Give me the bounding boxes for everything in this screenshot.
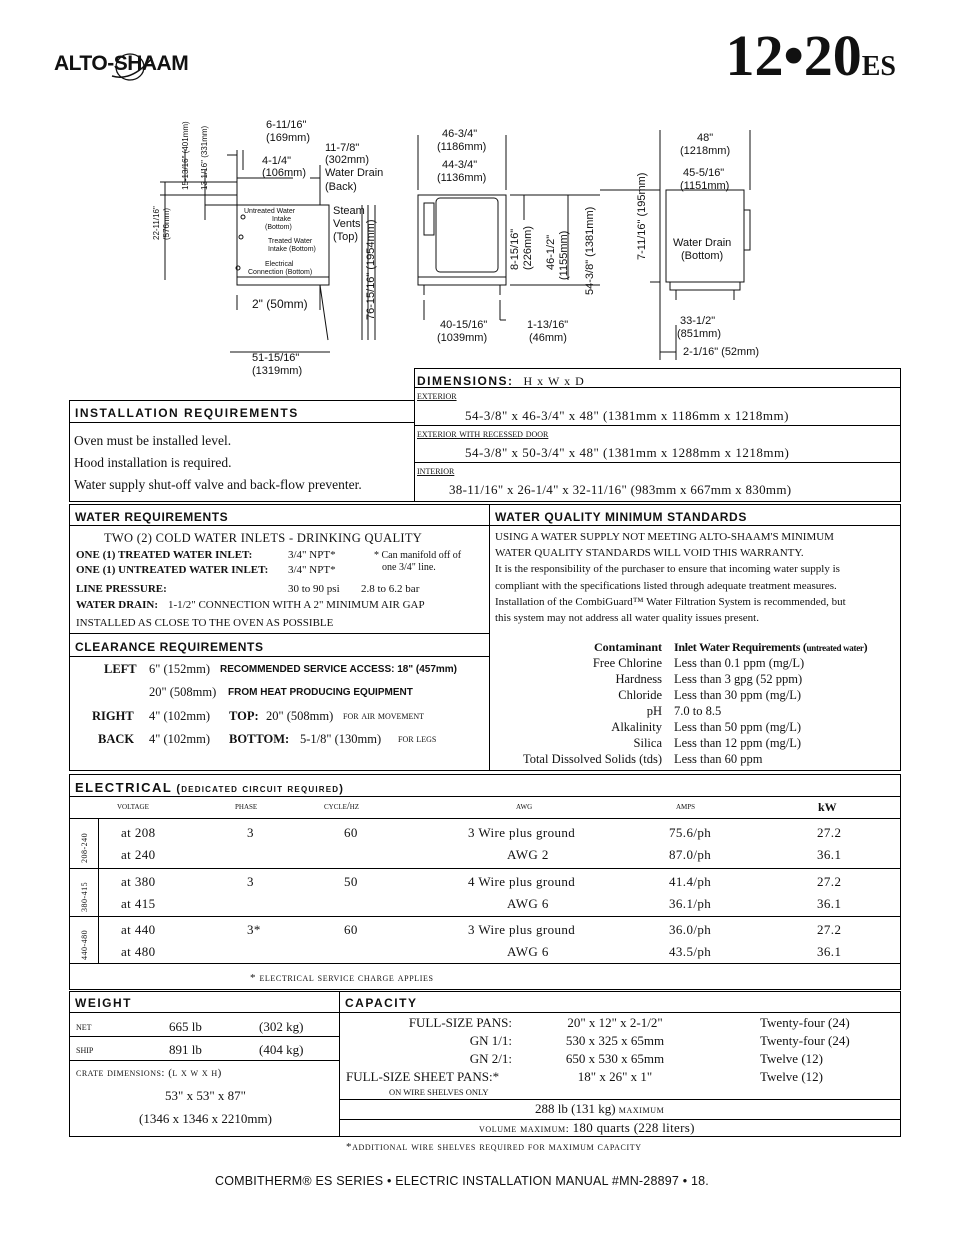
side-v1: 15-13/16" (401mm) [181, 121, 190, 190]
back-b1m: (851mm) [677, 328, 722, 340]
crate-in: 53" x 53" x 87" [165, 1088, 246, 1103]
elec-footnote: * electrical service charge applies [250, 972, 434, 984]
wq-col-req-close: ) [863, 640, 868, 654]
side-d1m: (169mm) [266, 132, 311, 144]
elec-cell-kw: 36.1 [817, 896, 842, 911]
wq-line-0: USING A WATER SUPPLY NOT MEETING ALTO-SHAAM'S MINIMUM [495, 531, 834, 543]
elec-cell-v: at 208 [121, 825, 156, 840]
brand-logo [52, 46, 222, 86]
front-w2: 44-3/4" [442, 159, 478, 171]
max-weight: 288 lb (131 kg) [535, 1101, 616, 1116]
back-w2m: (1151mm) [680, 180, 730, 192]
wq-row-req: Less than 3 gpg (52 ppm) [674, 672, 803, 686]
elec-cell-amps: 43.5/ph [669, 944, 712, 959]
wq-row-name: Silica [633, 736, 662, 750]
elec-cell-amps: 75.6/ph [669, 825, 712, 840]
front-b2m: (46mm) [529, 332, 567, 344]
treated-label: ONE (1) TREATED WATER INLET: [76, 549, 253, 561]
front-h1: 8-15/16" [509, 228, 521, 270]
side-d3m: (302mm) [325, 154, 370, 166]
side-v3m: (576mm) [162, 207, 171, 240]
elec-voltage-tag: 380-415 [80, 881, 89, 912]
max-label: maximum [618, 1104, 665, 1116]
elec-cell-kw: 36.1 [817, 944, 842, 959]
page-footer: COMBITHERM® ES SERIES • ELECTRIC INSTALLATION MANUAL #MN-28897 • 18. [215, 1174, 709, 1188]
elec-cell-awg: 3 Wire plus ground [468, 922, 576, 937]
dim-row-0-value: 54-3/8" x 46-3/4" x 48" (1381mm x 1186mm x 1218mm) [465, 408, 789, 423]
elec-cell-amps: 36.1/ph [669, 896, 712, 911]
front-h3: 54-3/8" (1381mm) [584, 206, 596, 295]
wq-row-name: Chloride [618, 688, 662, 702]
crate-mm: (1346 x 1346 x 2210mm) [139, 1111, 272, 1126]
front-b2: 1-13/16" [527, 319, 569, 331]
elec-cell-ph: 3 [247, 825, 254, 840]
wq-row-req: Less than 60 ppm [674, 752, 763, 766]
dim-row-2-value: 38-11/16" x 26-1/4" x 32-11/16" (983mm x 667mm x 830mm) [449, 482, 792, 497]
elec-cell-kw: 27.2 [817, 922, 842, 937]
drain-label: WATER DRAIN: [76, 599, 158, 611]
elec-group-divider [70, 916, 900, 917]
side-d3t: Water Drain [325, 167, 384, 179]
cap-row-size: 18" x 26" x 1" [577, 1069, 653, 1084]
left-note: RECOMMENDED SERVICE ACCESS: 18" (457mm) [220, 664, 458, 675]
elec-h-awg: awg [516, 801, 533, 812]
elec-tag-divider [98, 819, 99, 868]
model-title [725, 22, 896, 89]
electrical-title: ELECTRICAL [75, 780, 173, 795]
elec-cell-hz: 60 [344, 922, 358, 937]
install-line-2: Water supply shut-off valve and back-flow preventer. [74, 477, 362, 492]
side-two: 2" (50mm) [252, 297, 308, 311]
net-label: net [76, 1021, 92, 1033]
max-weight-line [535, 1101, 664, 1117]
wq-row-req: Less than 12 ppm (mg/L) [674, 736, 802, 750]
elec-h-phase: phase [235, 801, 258, 812]
side-d2: 4-1/4" [262, 155, 291, 167]
right-label: RIGHT [92, 709, 134, 723]
wire-note: ON WIRE SHELVES ONLY [389, 1087, 489, 1097]
back-label: BACK [98, 732, 135, 746]
electrical-box [69, 774, 901, 990]
elec-cell-ph: 3* [247, 922, 261, 937]
weight-title: WEIGHT [75, 996, 132, 1010]
install-line-1: Hood installation is required. [74, 455, 232, 470]
dim-row-0-label: exterior [417, 390, 457, 402]
wq-col-contaminant: Contaminant [593, 640, 662, 654]
water-req-title: WATER REQUIREMENTS [75, 510, 229, 524]
side-steam: Steam [333, 205, 365, 217]
side-v2: 13-1/16" (331mm) [200, 125, 209, 190]
elec-voltage-tag: 208-240 [80, 832, 89, 863]
treated-val: 3/4" NPT* [288, 549, 336, 561]
water-clearance-box [69, 504, 901, 771]
elec-h-kw: kW [818, 800, 837, 814]
dimensions-box [414, 368, 901, 502]
left2-val: 20" (508mm) [149, 685, 217, 699]
vol-label: volume maximum: [479, 1123, 570, 1135]
left2-note: FROM HEAT PRODUCING EQUIPMENT [228, 687, 413, 698]
ship-kg: (404 kg) [259, 1042, 304, 1057]
wq-row-name: Total Dissolved Solids (tds) [522, 752, 662, 766]
bottom-note: for legs [398, 733, 437, 745]
model-suffix: ES [861, 51, 896, 82]
elec-h-voltage: voltage [117, 801, 149, 812]
side-intake: Intake [272, 216, 292, 223]
elec-cell-v: at 480 [121, 944, 156, 959]
side-deepm: (1319mm) [252, 365, 303, 377]
untreated-label: ONE (1) UNTREATED WATER INLET: [76, 564, 269, 576]
installation-title: INSTALLATION REQUIREMENTS [75, 406, 299, 420]
back-w1: 48" [697, 132, 714, 144]
side-d3: 11-7/8" [325, 142, 360, 154]
cap-row-qty: Twenty-four (24) [760, 1015, 850, 1030]
side-v3: 22-11/16" [152, 206, 161, 240]
front-b1: 40-15/16" [440, 319, 488, 331]
side-d2m: (106mm) [262, 167, 307, 179]
back-w1m: (1218mm) [680, 145, 731, 157]
wq-line-1: WATER QUALITY STANDARDS WILL VOID THIS WARRANTY. [495, 547, 804, 559]
cap-row-label: FULL-SIZE SHEET PANS:* [346, 1069, 500, 1084]
top-note: for air movement [343, 710, 425, 722]
front-b1m: (1039mm) [437, 332, 488, 344]
back-val: 4" (102mm) [149, 732, 210, 746]
right-val: 4" (102mm) [149, 709, 210, 723]
top-val: 20" (508mm) [266, 709, 334, 723]
electrical-sub: (dedicated circuit required) [176, 783, 345, 795]
drain-line2: INSTALLED AS CLOSE TO THE OVEN AS POSSIBLE [76, 617, 334, 629]
elec-cell-hz: 60 [344, 825, 358, 840]
manifold-note-2: one 3/4" line. [382, 562, 436, 573]
elec-h-amps: amps [676, 801, 696, 812]
dimensions-hwd: H x W x D [523, 374, 585, 388]
elec-cell-awg: AWG 2 [507, 847, 549, 862]
elec-cell-v: at 240 [121, 847, 156, 862]
dim-row-2-label: interior [417, 465, 455, 477]
elec-cell-awg: AWG 6 [507, 896, 549, 911]
pressure-label: LINE PRESSURE: [76, 583, 167, 595]
elec-voltage-tag: 440-480 [80, 929, 89, 960]
ship-lb: 891 lb [169, 1042, 202, 1057]
logo-text: ALTO-SHAAM [54, 52, 189, 75]
front-w1m: (1186mm) [437, 141, 487, 153]
wq-line-4: Installation of the CombiGuard™ Water Filtration System is recommended, but [495, 596, 846, 608]
water-quality-title: WATER QUALITY MINIMUM STANDARDS [495, 510, 747, 524]
left-val: 6" (152mm) [149, 662, 210, 676]
side-vents: Vents [333, 218, 361, 230]
net-lb: 665 lb [169, 1019, 202, 1034]
pressure-psi: 30 to 90 psi [288, 583, 340, 595]
weight-box [69, 991, 340, 1137]
wq-line-5: this system may not address all water quality issues present. [495, 612, 759, 624]
top-label: TOP: [229, 709, 259, 723]
elec-cell-kw: 27.2 [817, 825, 842, 840]
net-kg: (302 kg) [259, 1019, 304, 1034]
back-w2: 45-5/16" [683, 167, 725, 179]
side-elec: Electrical [265, 261, 294, 268]
front-w2m: (1136mm) [437, 172, 487, 184]
wq-row-name: pH [646, 704, 662, 718]
side-untreated: Untreated Water [244, 208, 296, 215]
install-line-0: Oven must be installed level. [74, 433, 232, 448]
side-tall: 76-15/16" (1954mm) [365, 219, 377, 320]
side-elec2: Connection (Bottom) [248, 269, 313, 276]
wq-col-req-sub: untreated water [806, 643, 864, 653]
installation-box [69, 400, 415, 502]
side-deep: 51-15/16" [252, 352, 300, 364]
back-b1: 33-1/2" [680, 315, 716, 327]
dim-row-1-value: 54-3/8" x 50-3/4" x 48" (1381mm x 1288mm x 1218mm) [465, 445, 790, 460]
dimension-diagrams [0, 110, 954, 380]
bottom-val: 5-1/8" (130mm) [300, 732, 382, 746]
wq-col-req [674, 640, 867, 655]
elec-cell-amps: 36.0/ph [669, 922, 712, 937]
back-b2: 2-1/16" (52mm) [683, 346, 760, 358]
back-drain: Water Drain [673, 237, 732, 249]
front-h1m: (226mm) [522, 225, 534, 270]
cap-row-label: FULL-SIZE PANS: [408, 1015, 512, 1030]
wq-line-3: compliant with the specifications listed through adequate treatment measures. [495, 580, 837, 592]
elec-cell-kw: 36.1 [817, 847, 842, 862]
elec-cell-v: at 415 [121, 896, 156, 911]
dim-row-1-label: exterior with recessed door [417, 428, 549, 440]
wq-row-name: Free Chlorine [592, 656, 662, 670]
capacity-footnote: *additional wire shelves required for maximum capacity [346, 1141, 642, 1153]
cap-row-label: GN 1/1: [469, 1033, 512, 1048]
front-w1: 46-3/4" [442, 128, 478, 140]
volume-line [479, 1120, 695, 1136]
elec-cell-hz: 50 [344, 874, 358, 889]
elec-tag-divider [98, 868, 99, 917]
elec-cell-kw: 27.2 [817, 874, 842, 889]
side-d1: 6-11/16" [266, 119, 307, 131]
water-req-sub: TWO (2) COLD WATER INLETS - DRINKING QUALITY [104, 531, 423, 545]
vol-val: 180 quarts (228 liters) [572, 1120, 695, 1135]
back-h1: 7-11/16" (195mm) [636, 172, 648, 260]
model-number: 12•20 [725, 23, 862, 88]
capacity-box [339, 991, 901, 1137]
capacity-title: CAPACITY [345, 996, 418, 1010]
side-top: (Top) [333, 231, 359, 243]
elec-cell-amps: 87.0/ph [669, 847, 712, 862]
drain-val: 1-1/2" CONNECTION WITH A 2" MINIMUM AIR GAP [168, 599, 425, 611]
cap-row-size: 530 x 325 x 65mm [565, 1033, 665, 1048]
ship-label: ship [76, 1044, 94, 1056]
front-h2m: (1155mm) [558, 230, 570, 280]
cap-row-qty: Twelve (12) [760, 1069, 823, 1084]
elec-tag-divider [98, 916, 99, 963]
side-treated2: Intake (Bottom) [268, 246, 316, 253]
wq-col-req-text: Inlet Water Requirements ( [674, 640, 807, 654]
pressure-bar: 2.8 to 6.2 bar [361, 583, 420, 595]
front-h2: 46-1/2" [545, 234, 557, 270]
wq-row-name: Alkalinity [611, 720, 662, 734]
elec-cell-v: at 440 [121, 922, 156, 937]
elec-h-cycle: cycle/hz [324, 801, 360, 812]
wq-line-2: It is the responsibility of the purchaser to ensure that incoming water supply is [495, 563, 840, 575]
cap-row-label: GN 2/1: [469, 1051, 512, 1066]
untreated-val: 3/4" NPT* [288, 564, 336, 576]
cap-row-size: 650 x 530 x 65mm [565, 1051, 665, 1066]
side-treated: Treated Water [268, 238, 313, 245]
cap-row-size: 20" x 12" x 2-1/2" [567, 1015, 663, 1030]
wq-row-req: 7.0 to 8.5 [674, 704, 722, 718]
wq-row-req: Less than 50 ppm (mg/L) [674, 720, 802, 734]
elec-group-divider [70, 868, 900, 869]
clearance-title: CLEARANCE REQUIREMENTS [75, 640, 264, 654]
crate-label: crate dimensions: (l x w x h) [76, 1067, 222, 1079]
cap-row-qty: Twenty-four (24) [760, 1033, 850, 1048]
elec-cell-awg: 4 Wire plus ground [468, 874, 576, 889]
bottom-label: BOTTOM: [229, 732, 290, 746]
dimensions-title: DIMENSIONS: [417, 374, 514, 388]
left-label: LEFT [104, 662, 137, 676]
side-bottom: (Bottom) [265, 224, 292, 231]
manifold-note-1: * Can manifold off of [374, 550, 462, 561]
back-drain2: (Bottom) [681, 250, 724, 262]
elec-cell-awg: 3 Wire plus ground [468, 825, 576, 840]
elec-cell-amps: 41.4/ph [669, 874, 712, 889]
elec-cell-awg: AWG 6 [507, 944, 549, 959]
elec-cell-v: at 380 [121, 874, 156, 889]
wq-row-req: Less than 30 ppm (mg/L) [674, 688, 802, 702]
cap-row-qty: Twelve (12) [760, 1051, 823, 1066]
elec-cell-ph: 3 [247, 874, 254, 889]
side-d3t2: (Back) [325, 181, 357, 193]
wq-row-name: Hardness [615, 672, 662, 686]
wq-row-req: Less than 0.1 ppm (mg/L) [674, 656, 805, 670]
